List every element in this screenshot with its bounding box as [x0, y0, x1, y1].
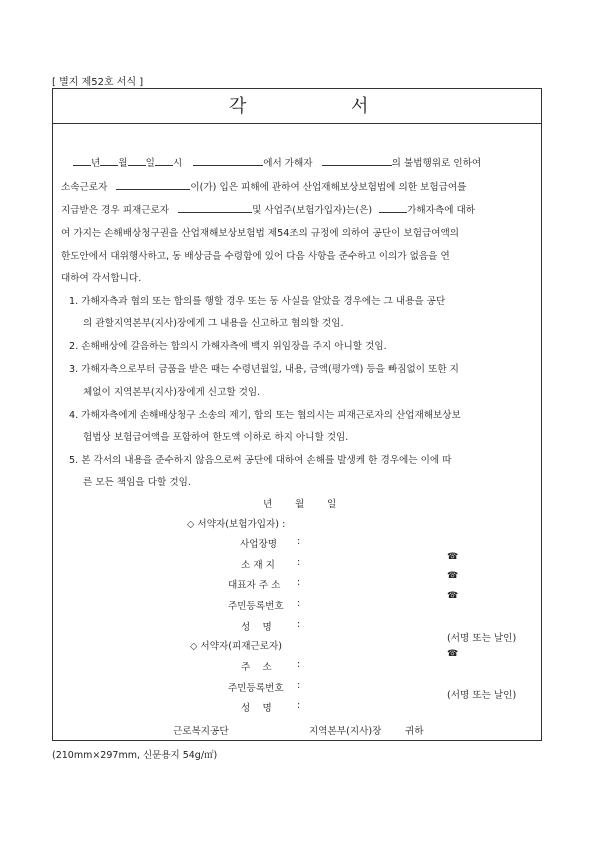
worker-id-number-label: 주민등록번호: [228, 683, 284, 694]
workplace-name-label: 사업장명: [240, 539, 278, 550]
intro-line-4: 여 가지는 손해배상청구권을 산업재해보상보험법 제54조의 규정에 의하여 공단이 보험급여액의: [61, 228, 460, 239]
worker-address-label: 주 소: [241, 662, 272, 673]
place-blank[interactable]: [193, 156, 263, 166]
recipient-honorific: 귀하: [405, 726, 424, 737]
item-4-line-2: 험법상 보험급여액을 포함하여 한도액 이하로 하지 아니할 것임.: [83, 432, 349, 443]
colon: :: [297, 700, 301, 711]
phone-icon: ☎: [447, 552, 459, 562]
item-2-line-1: 2. 손해배상에 갈음하는 합의시 가해자측에 백지 위임장을 주지 아니할 것임.: [69, 341, 387, 352]
perpetrator-blank[interactable]: [322, 156, 392, 166]
date-month-label: 월: [295, 499, 305, 510]
injured-worker-blank[interactable]: [178, 203, 252, 213]
month-blank[interactable]: [100, 156, 118, 166]
colon: :: [297, 536, 301, 547]
intro-line-6: 대하여 각서합니다.: [61, 273, 142, 284]
colon: :: [297, 659, 301, 670]
item-1-line-1: 1. 가해자측과 협의 또는 합의를 행할 경우 또는 동 사실을 알았을 경우에는 그 내용을 공단: [69, 296, 446, 307]
year-blank[interactable]: [73, 156, 91, 166]
date-day-label: 일: [327, 499, 337, 510]
recipient-office: 지역본부(지사)장: [309, 726, 382, 737]
employer-blank[interactable]: [379, 203, 407, 213]
rep-name-label: 성 명: [241, 622, 272, 633]
colon: :: [297, 577, 301, 588]
worker-name-label: 성 명: [241, 703, 272, 714]
title-row: [53, 89, 541, 124]
item-4-line-1: 4. 가해자측에게 손해배상청구 소송의 제기, 합의 또는 협의시는 피재근로자의 산업재해보상보: [69, 410, 461, 421]
item-5-line-2: 른 모든 책임을 다할 것임.: [83, 477, 191, 488]
rep-address-label: 대표자 주 소: [228, 580, 281, 591]
title-char-1: 각: [229, 96, 247, 117]
worker-pledger-heading: ◇ 서약자(피재근로자): [190, 641, 283, 652]
colon: :: [297, 557, 301, 568]
item-1-line-2: 의 관할지역본부(지사)장에게 그 내용을 신고하고 협의할 것임.: [83, 318, 344, 329]
title-char-2: 서: [351, 96, 369, 117]
insured-pledger-heading: ◇ 서약자(보험가입자) :: [187, 519, 286, 530]
date-year-label: 년: [263, 499, 273, 510]
phone-icon: ☎: [447, 649, 459, 659]
rep-id-number-label: 주민등록번호: [228, 601, 284, 612]
worker-name-blank[interactable]: [116, 180, 190, 190]
colon: :: [297, 680, 301, 691]
intro-line-3: 지급받은 경우 피재근로자 및 사업주(보험가입자)는(은) 가해자측에 대하: [61, 205, 476, 216]
item-3-line-2: 체없이 지역본부(지사)장에게 신고할 것임.: [83, 387, 261, 398]
colon: :: [297, 598, 301, 609]
item-3-line-1: 3. 가해자측으로부터 금품을 받은 때는 수령년월일, 내용, 금액(평가액) 등을 빠짐없이 또한 지: [69, 364, 459, 375]
day-blank[interactable]: [128, 156, 146, 166]
sign-or-seal-1: (서명 또는 날인): [447, 633, 517, 644]
intro-line-2: 소속근로자 이(가) 입은 피해에 관하여 산업재해보상보험법에 의한 보험급여를: [61, 182, 467, 193]
phone-icon: ☎: [447, 571, 459, 581]
intro-line-5: 한도안에서 대위행사하고, 동 배상금을 수령함에 있어 다음 사항을 준수하고 이의가 없음을 연: [61, 251, 450, 262]
item-5-line-1: 5. 본 각서의 내용을 준수하지 않음으로써 공단에 대하여 손해를 발생케 한 경우에는 이에 따: [69, 455, 452, 466]
hour-blank[interactable]: [155, 156, 173, 166]
intro-line-1: 년 월 일 시 에서 가해자 의 불법행위로 인하여: [61, 155, 535, 169]
sign-or-seal-2: (서명 또는 날인): [447, 690, 517, 701]
paper-spec-footnote: (210mm×297mm, 신문용지 54g/㎡): [52, 750, 218, 761]
form-number-label: [ 별지 제52호 서식 ]: [52, 77, 144, 88]
pledge-form: [52, 88, 542, 741]
address-label: 소 재 지: [241, 560, 275, 571]
recipient-org: 근로복지공단: [173, 726, 229, 737]
colon: :: [297, 619, 301, 630]
phone-icon: ☎: [447, 591, 459, 601]
